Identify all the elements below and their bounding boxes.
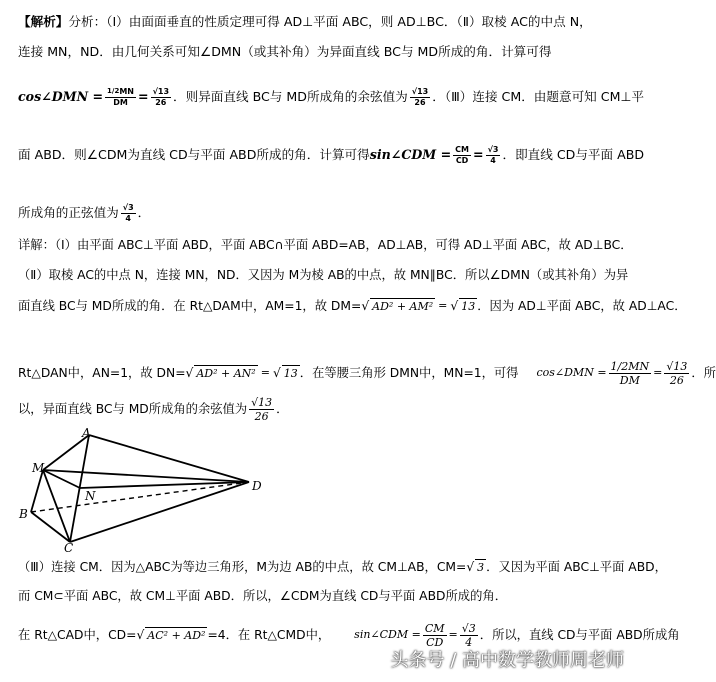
detail-text-2: （Ⅱ）取棱 AC的中点 N，连接 MN，ND．又因为 M为棱 AB的中点，故 MN∥BC．所以∠DMN（或其补角）为异 (18, 268, 629, 282)
fraction-sqrt13-over-26-c: $\frac{√13}{26}$ (666, 359, 688, 387)
fraction-sqrt3-over-4-b: $\frac{√3}{4}$ (122, 202, 134, 223)
detail-text-5a: 以，异面直线 BC与 MD所成角的余弦值为 (18, 402, 248, 416)
detail-text-4a: Rt△DAN中，AN=1，故 DN= (18, 366, 186, 380)
analysis-line-3: cos∠DMN = 1/2 MN DM = $\frac{√13}{26}$ ．则异面直线 BC与 MD所成角的余弦值为 $\frac{√13}{26}$ ．（Ⅲ）连接 CM．由题意可知 CM⊥平 (18, 86, 645, 107)
analysis-line-5 (18, 198, 150, 228)
analysis-text-4b: ．即直线 CD与平面 ABD (502, 147, 645, 162)
analysis-text-3c: ．（Ⅲ）连接 CM．由题意可知 CM⊥平 (432, 89, 645, 104)
sqrt-13-b: 13 (283, 366, 298, 380)
label-b: B (19, 507, 28, 521)
detail-text-4b: ．在等腰三角形 DMN中，MN=1，可得 (299, 366, 519, 380)
analysis-text-4a: 面 ABD．则∠CDM为直线 CD与平面 ABD所成的角．计算可得 (18, 147, 370, 162)
cos-dmn-label-2: cos∠DMN = (536, 366, 607, 379)
fraction-sqrt13-over-26: $\frac{√13}{26}$ (152, 86, 170, 107)
analysis-text-5a: 所成角的正弦值为 (18, 205, 119, 220)
edge-a-m (43, 435, 89, 470)
edge-n-d (80, 482, 249, 488)
detail-text-3b: ．因为 AD⊥平面 ABC，故 AD⊥AC． (477, 299, 687, 313)
sqrt-ad2-an2: AD² + AN² (196, 366, 256, 380)
fraction-sqrt3-over-4: $\frac{√3}{4}$ (487, 144, 499, 165)
fraction-sqrt13-over-26-d: $\frac{√13}{26}$ (251, 395, 273, 423)
part3-text-3c: ．所以，直线 CD与平面 ABD所成角 (479, 628, 680, 642)
analysis-text-2: 连接 MN，ND．由几何关系可知∠DMN（或其补角）为异面直线 BC与 MD所成的角．计算可得 (18, 44, 552, 59)
sin-cdm-label-2: sin∠CDM = (354, 628, 421, 641)
sqrt-13: 13 (461, 299, 476, 313)
part3-text-1b: ．又因为平面 ABC⊥平面 ABD， (486, 560, 667, 574)
fraction-half-mn-over-dm-2: $\frac{1/2MN}{DM}$ (610, 359, 650, 387)
sqrt-ad2-am2: AD² + AM² (372, 299, 434, 313)
edge-m-d (43, 470, 249, 482)
part3-text-2: 而 CM⊂平面 ABC，故 CM⊥平面 ABD．所以，∠CDM为直线 CD与平面 ABD所成的角． (18, 589, 507, 603)
part3-line-2 (18, 588, 507, 604)
detail-text-4c: ．所 (691, 366, 716, 380)
label-n: N (85, 489, 96, 503)
part3-text-1a: （Ⅲ）连接 CM．因为△ABC为等边三角形，M为边 AB的中点，故 CM⊥AB，CM= (18, 560, 467, 574)
analysis-line-4: 面 ABD．则∠CDM为直线 CD与平面 ABD所成的角．计算可得 sin∠CDM = $\frac{CM}{CD}$ = $\frac{√3}{4}$ ．即直线 CD与平面 ABD (18, 144, 645, 165)
part3-text-3a: 在 Rt△CAD中，CD= (18, 628, 137, 642)
fraction-cm-over-cd-2: $\frac{CM}{CD}$ (424, 621, 445, 649)
part3-line-1: （Ⅲ）连接 CM．因为△ABC为等边三角形，M为边 AB的中点，故 CM⊥AB，CM=√ 3 ．又因为平面 ABC⊥平面 ABD， (18, 560, 667, 574)
part3-line-3: 在 Rt△CAD中，CD= √ AC² + AD² =4．在 Rt△CMD中， sin∠CDM = $\frac{CM}{CD}$ = $\frac{√3}{4}$ ．所以，直线 CD与平面 ABD所成角 (18, 621, 680, 649)
detail-line-3: 面直线 BC与 MD所成的角．在 Rt△DAM中，AM=1，故 DM= √ AD² + AM² = √ 13 ．因为 AD⊥平面 ABC，故 AD⊥AC． (18, 299, 687, 313)
fraction-half-mn-over-dm: 1/2 MN DM (107, 86, 134, 107)
edge-m-b (31, 470, 43, 512)
detail-line-5 (18, 392, 288, 426)
tetrahedron-figure (12, 426, 274, 555)
fraction-sqrt13-over-26-b: $\frac{√13}{26}$ (411, 86, 429, 107)
detail-line-2 (18, 267, 628, 283)
analysis-line-2 (18, 44, 551, 60)
analysis-text-3b: ．则异面直线 BC与 MD所成角的余弦值为 (173, 89, 408, 104)
label-d: D (252, 479, 262, 493)
fraction-cm-over-cd: $\frac{CM}{CD}$ (455, 144, 469, 165)
sqrt-ac2-ad2: AC² + AD² (147, 628, 206, 642)
fraction-sqrt3-over-4-c: $\frac{√3}{4}$ (461, 621, 476, 649)
analysis-tag: 【解析】 (18, 14, 69, 29)
watermark: 头条号 / 高中数学教师周老师 (390, 650, 624, 671)
detail-text-1: 详解：（Ⅰ）由平面 ABC⊥平面 ABD，平面 ABC∩平面 ABD=AB，AD⊥AB，可得 AD⊥平面 ABC，故 AD⊥BC． (18, 238, 633, 252)
label-m: M (32, 461, 45, 475)
edge-c-d (70, 482, 249, 542)
analysis-line-1 (18, 14, 592, 30)
sqrt-3: 3 (477, 561, 485, 574)
analysis-text-5b: ． (137, 205, 151, 220)
part3-text-3b: =4．在 Rt△CMD中， (207, 628, 331, 642)
detail-text-5b: ． (276, 402, 289, 416)
sin-cdm-label: sin∠CDM = (369, 147, 452, 162)
analysis-text-1: 分析：（Ⅰ）由面面垂直的性质定理可得 AD⊥平面 ABC，则 AD⊥BC．（Ⅱ）取棱 AC的中点 N， (68, 14, 592, 29)
detail-line-1 (18, 237, 633, 253)
detail-line-4: Rt△DAN中，AN=1，故 DN= √ AD² + AN² = √ 13 ．在等腰三角形 DMN中，MN=1，可得 cos∠DMN = $\frac{1/2MN}{DM}$ = $\frac{√13}{26}$ ．所 (18, 359, 716, 387)
detail-text-3a: 面直线 BC与 MD所成的角．在 Rt△DAM中，AM=1，故 DM= (18, 299, 362, 313)
label-c: C (64, 541, 74, 555)
cos-dmn-label: cos∠DMN = (18, 89, 104, 104)
label-a: A (82, 426, 91, 440)
